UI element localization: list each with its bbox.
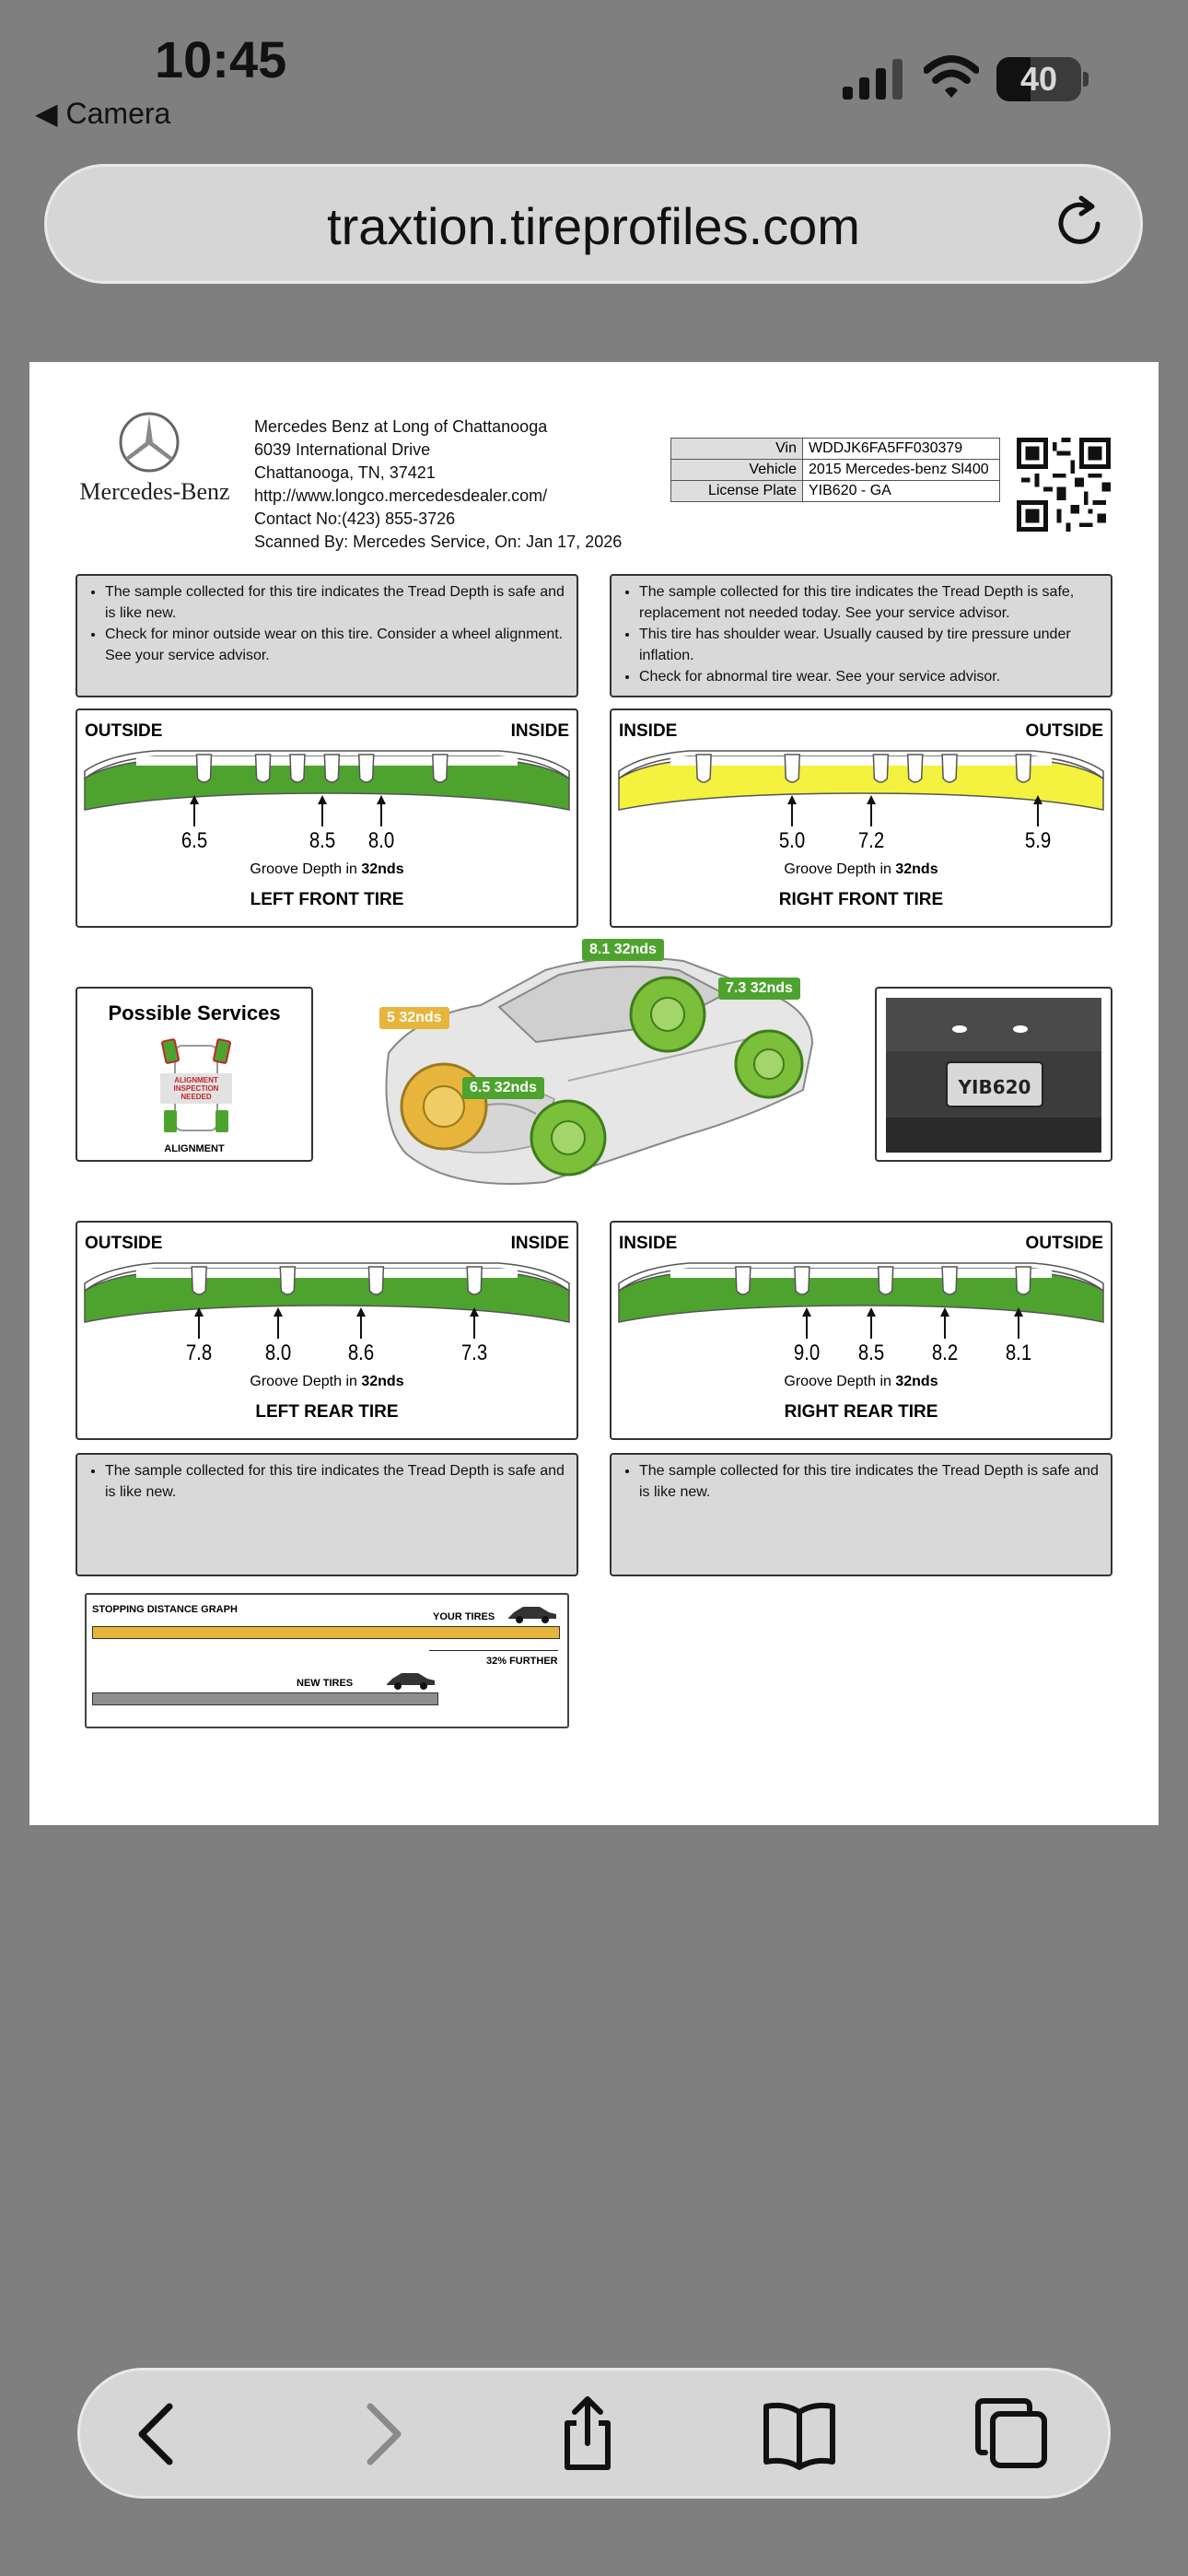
tread-groove <box>280 1267 295 1294</box>
possible-services-box[interactable] <box>76 987 313 1162</box>
plate-photo-image <box>886 998 1101 1153</box>
depth-arrow <box>1031 795 1044 826</box>
license-plate-photo[interactable] <box>875 987 1112 1162</box>
groove-caption <box>611 1374 1111 1390</box>
panel-left-label: INSIDE <box>619 1234 678 1253</box>
tire-panel-left-rear <box>76 1221 578 1440</box>
wifi-icon <box>924 55 979 100</box>
groove-caption <box>611 861 1111 878</box>
tire-panel-right-rear <box>610 1221 1112 1440</box>
tire-panel-left-front <box>76 708 578 928</box>
tire-panel-right-front <box>610 708 1112 928</box>
tread-groove <box>879 1267 893 1294</box>
tread-profile <box>81 1259 573 1333</box>
panel-left-label: OUTSIDE <box>85 721 163 741</box>
dealer-city: Chattanooga, TN, 37421 <box>254 463 436 482</box>
depth-arrow <box>192 1307 205 1339</box>
your-tires-label: YOUR TIRES <box>433 1611 495 1622</box>
mercedes-star-logo <box>74 410 225 474</box>
tread-groove <box>795 1267 809 1294</box>
panel-right-label: INSIDE <box>510 1234 569 1253</box>
groove-caption <box>77 861 577 878</box>
depth-value: 8.0 <box>264 1341 291 1365</box>
depth-value: 5.0 <box>779 828 806 853</box>
tread-groove <box>359 755 374 782</box>
groove-caption-prefix: Groove Depth in <box>784 1374 896 1389</box>
wheel-rear-right <box>736 1031 802 1097</box>
depth-value: 8.1 <box>1005 1341 1032 1365</box>
share-icon[interactable] <box>549 2395 626 2473</box>
depth-value: 5.9 <box>1025 828 1052 853</box>
tread-groove <box>368 1267 383 1294</box>
note-item: • The sample collected for this tire indicates the Tread Depth is safe, replacement not needed today. See your service advisor. <box>639 581 1100 624</box>
stopping-title: STOPPING DISTANCE GRAPH <box>92 1604 238 1615</box>
address-bar[interactable] <box>44 164 1143 284</box>
depth-value: 8.5 <box>857 1341 884 1365</box>
vin-value: WDDJK6FA5FF030379 <box>803 439 1000 460</box>
tread-wear-band <box>670 1269 1052 1278</box>
tread-wear-band <box>670 756 1052 766</box>
groove-caption-prefix: Groove Depth in <box>250 861 362 877</box>
tread-groove <box>256 755 271 782</box>
dealer-name: Mercedes Benz at Long of Chattanooga <box>254 417 548 436</box>
depth-arrow <box>468 1307 481 1339</box>
depth-value: 8.6 <box>348 1341 375 1365</box>
badge-front-left: 5 32nds <box>379 1007 449 1029</box>
tread-groove <box>942 755 957 782</box>
depth-arrow <box>316 795 329 826</box>
depth-arrow <box>800 1307 813 1339</box>
battery-level: 40 <box>1019 60 1058 98</box>
reload-icon[interactable] <box>1050 193 1111 254</box>
depth-arrow <box>375 795 388 826</box>
tabs-icon[interactable] <box>973 2395 1050 2473</box>
depth-value: 7.8 <box>185 1341 213 1365</box>
plate-text: YIB620 <box>958 1076 1031 1098</box>
tire-report-document <box>29 362 1159 1825</box>
services-label: ALIGNMENT <box>164 1143 225 1154</box>
depth-value: 8.2 <box>931 1341 958 1365</box>
alignment-warning: ALIGNMENT INSPECTION NEEDED <box>160 1073 232 1104</box>
your-tires-bar <box>92 1626 560 1639</box>
tread-body <box>85 1272 569 1322</box>
badge-rear-right: 7.3 32nds <box>718 978 800 1000</box>
badge-front-right: 6.5 32nds <box>462 1077 544 1099</box>
tread-groove <box>873 755 888 782</box>
groove-caption <box>77 1374 577 1390</box>
note-left-front <box>76 574 578 697</box>
tire-name: RIGHT FRONT TIRE <box>778 890 944 909</box>
wheel-rear-left <box>631 978 705 1051</box>
dealer-contact: Contact No:(423) 855-3726 <box>254 509 456 528</box>
groove-caption-prefix: Groove Depth in <box>784 861 896 877</box>
status-time: 10:45 <box>155 30 287 88</box>
new-tires-label: NEW TIRES <box>297 1678 354 1689</box>
groove-caption-unit: 32nds <box>361 1374 404 1389</box>
url-text: traxtion.tireprofiles.com <box>327 197 860 255</box>
cellular-signal-icon <box>843 59 907 100</box>
car-illustration <box>361 933 840 1200</box>
depth-arrow <box>1012 1307 1025 1339</box>
tread-groove <box>736 1267 751 1294</box>
panel-right-label: OUTSIDE <box>1025 1234 1103 1253</box>
dealer-website[interactable]: http://www.longco.mercedesdealer.com/ <box>254 486 548 505</box>
tread-groove <box>1016 1267 1031 1294</box>
car-icon <box>381 1670 440 1691</box>
tread-groove <box>467 1267 482 1294</box>
plate-value: YIB620 - GA <box>803 481 1000 502</box>
depth-arrow <box>786 795 798 826</box>
plate-key: License Plate <box>671 481 803 502</box>
table-row <box>671 460 1000 481</box>
back-icon[interactable] <box>122 2395 199 2473</box>
tread-groove <box>942 1267 957 1294</box>
tread-groove <box>908 755 923 782</box>
new-tires-bar <box>92 1692 438 1705</box>
services-title: Possible Services <box>108 1001 281 1025</box>
dealer-street: 6039 International Drive <box>254 440 431 459</box>
wheel-front-right <box>531 1101 605 1175</box>
panel-left-label: INSIDE <box>619 721 678 741</box>
panel-right-label: OUTSIDE <box>1025 721 1103 741</box>
note-item: • This tire has shoulder wear. Usually caused by tire pressure under inflation. <box>639 624 1100 666</box>
depth-value: 7.3 <box>461 1341 488 1365</box>
stopping-distance-graph <box>85 1593 569 1728</box>
depth-arrow <box>272 1307 285 1339</box>
further-label: 32% FURTHER <box>486 1656 558 1667</box>
vin-key: Vin <box>671 439 803 460</box>
tread-groove <box>785 755 799 782</box>
dealer-info <box>254 416 622 554</box>
depth-arrow <box>188 795 201 826</box>
depth-arrow <box>355 1307 367 1339</box>
depth-value: 8.0 <box>367 828 394 853</box>
battery-tip <box>1083 72 1089 87</box>
tread-groove <box>324 755 339 782</box>
qr-code[interactable] <box>1017 438 1111 532</box>
battery-icon <box>996 57 1081 101</box>
groove-caption-unit: 32nds <box>361 861 404 877</box>
tire-name: LEFT REAR TIRE <box>255 1402 399 1422</box>
back-to-camera-link[interactable]: ◀ Camera <box>35 97 171 130</box>
note-item: • The sample collected for this tire indicates the Tread Depth is safe and is like new. <box>105 581 565 624</box>
car-icon <box>507 1604 558 1624</box>
tread-profile <box>615 1259 1107 1333</box>
tire-name: LEFT FRONT TIRE <box>250 890 404 909</box>
depth-arrow <box>865 1307 878 1339</box>
table-row <box>671 481 1000 502</box>
badge-rear-left: 8.1 32nds <box>582 939 664 961</box>
difference-marker <box>429 1650 558 1651</box>
note-item: • The sample collected for this tire indicates the Tread Depth is safe and is like new. <box>105 1460 565 1503</box>
depth-arrow <box>938 1307 951 1339</box>
groove-caption-prefix: Groove Depth in <box>250 1374 362 1389</box>
scan-info: Scanned By: Mercedes Service, On: Jan 17, 2026 <box>254 533 623 551</box>
tread-groove <box>696 755 711 782</box>
forward-icon[interactable] <box>341 2395 418 2473</box>
vehicle-key: Vehicle <box>671 460 803 481</box>
depth-value: 6.5 <box>181 828 207 853</box>
tread-groove <box>290 755 305 782</box>
tread-groove <box>192 1267 206 1294</box>
note-right-front <box>610 574 1112 697</box>
table-row <box>671 439 1000 460</box>
groove-caption-unit: 32nds <box>895 1374 938 1389</box>
note-right-rear <box>610 1453 1112 1576</box>
depth-arrow <box>865 795 878 826</box>
bookmarks-icon[interactable] <box>761 2395 838 2473</box>
depth-value: 7.2 <box>857 828 884 853</box>
tread-groove <box>1016 755 1031 782</box>
note-item: • The sample collected for this tire indicates the Tread Depth is safe and is like new. <box>639 1460 1100 1503</box>
vehicle-info-table <box>670 438 1000 502</box>
vehicle-value: 2015 Mercedes-benz Sl400 <box>803 460 1000 481</box>
tire-name: RIGHT REAR TIRE <box>784 1402 938 1422</box>
tread-groove <box>433 755 448 782</box>
note-item: • Check for abnormal tire wear. See your service advisor. <box>639 666 1100 687</box>
brand-wordmark: Mercedes-Benz <box>79 478 230 505</box>
panel-left-label: OUTSIDE <box>85 1234 163 1253</box>
groove-caption-unit: 32nds <box>895 861 938 877</box>
panel-right-label: INSIDE <box>510 721 569 741</box>
note-item: • Check for minor outside wear on this tire. Consider a wheel alignment. See your service advisor. <box>105 624 565 666</box>
depth-value: 8.5 <box>309 828 335 853</box>
depth-value: 9.0 <box>794 1341 821 1365</box>
tread-groove <box>197 755 212 782</box>
note-left-rear <box>76 1453 578 1576</box>
